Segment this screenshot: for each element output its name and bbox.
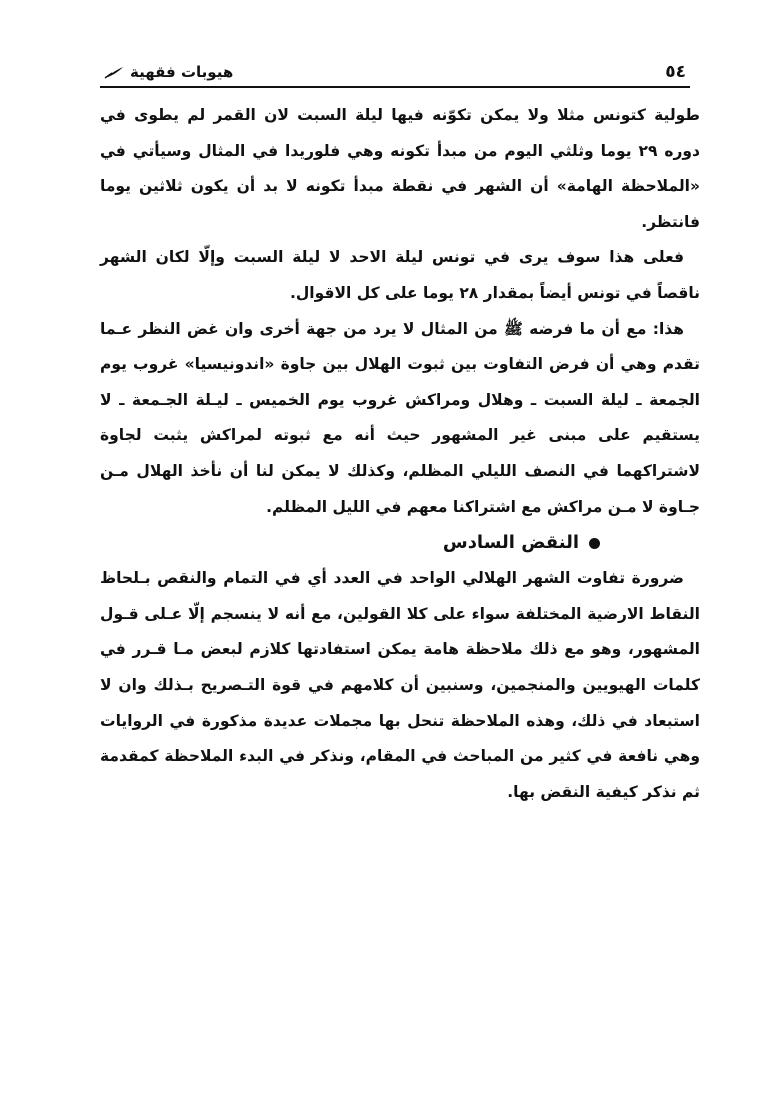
paragraph-3: هذا: مع أن ما فرضه ﷺ من المثال لا يرد من جهة أخرى وان غض النظر عـما تقدم وهي أن فرض التفاوت بين ثبوت الهلال بين جاوة «اندونيسيا» غروب يوم الجمعة ـ ليلة السبت ـ وهلال ومراكش غروب يوم الخميس ـ ليـلة الجـمعة ـ لا يستقيم على مبنى غير المشهور حيث أنه مع ثبوته لمراكش يثبت لجاوة لاشتراكهما في النصف الليلي المظلم، وكذلك لا يمكن لنا أن نأخذ الهلال مـن جـاوة لا مـن مراكش مع اشتراكنا معهم في الليل المظلم. bbox=[100, 319, 700, 516]
feather-quill-icon bbox=[104, 65, 124, 79]
running-title bbox=[100, 63, 233, 81]
bullet-icon bbox=[589, 538, 600, 549]
section-heading bbox=[100, 525, 700, 561]
page-number: ٥٤ bbox=[665, 62, 686, 82]
running-title-text: هيوبات فقهية bbox=[130, 63, 234, 81]
paragraph-4: ضرورة تفاوت الشهر الهلالي الواحد في العدد أي في التمام والنقص بـلحاظ النقاط الارضية المختلفة سواء على كلا القولين، مع أنه لا ينسجم إلّا عـلى قـول المشهور، وهو مع ذلك ملاحظة هامة يمكن استفادتها كلازم لبعض مـا قـرر في كلمات الهيويين والمنجمين، وسنبين أن كلامهم في قوة التـصريح بـذلك وان لا استبعاد في ذلك، وهذه الملاحظة تنحل بها مجملات عديدة مذكورة في الروايات وهي نافعة في كثير من المباحث في المقام، ونذكر في البدء الملاحظة كمقدمة ثم نذكر كيفية النقض بها. bbox=[100, 569, 700, 801]
section-heading-text: النقض السادس bbox=[442, 532, 579, 554]
page-header bbox=[100, 58, 690, 88]
paragraph-2: فعلى هذا سوف يرى في تونس ليلة الاحد لا ليلة السبت وإلّا لكان الشهر ناقصاً في تونس أيضاً بمقدار ٢٨ يوما على كل الاقوال. bbox=[100, 248, 700, 302]
page-body bbox=[100, 98, 700, 810]
paragraph-1: طولية كتونس مثلا ولا يمكن تكوّنه فيها ليلة السبت لان القمر لم يطوى في دوره ٢٩ يوما وثلثي اليوم من مبدأ تكونه وهي فلوريدا في المثال وسيأتي في «الملاحظة الهامة» أن الشهر في نقطة مبدأ تكونه لا بد أن يكون ثلاثين يوما فانتظر. bbox=[100, 106, 700, 231]
